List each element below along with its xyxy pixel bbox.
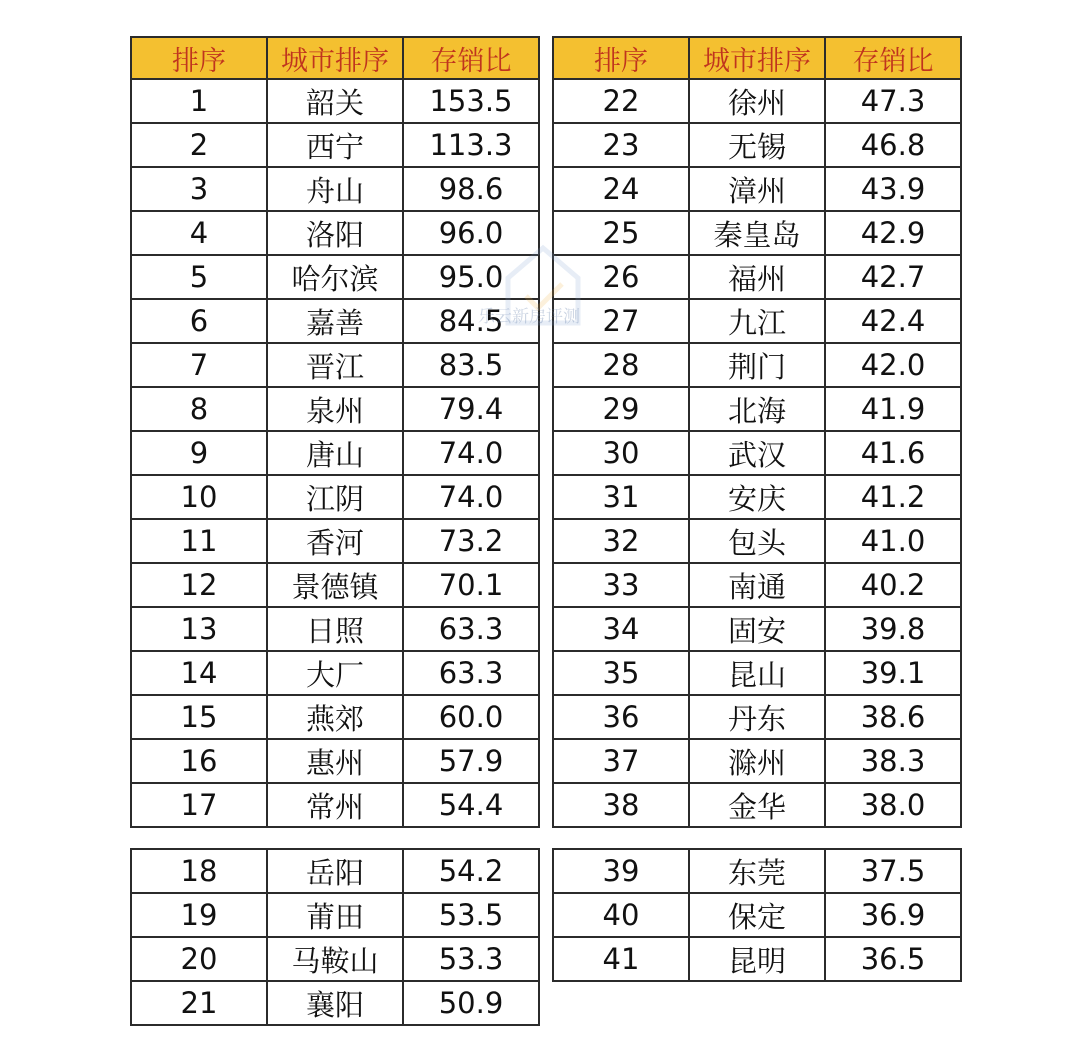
table-row — [131, 695, 539, 739]
ratio-cell: 41.0 — [825, 519, 961, 563]
header-row — [131, 37, 539, 79]
header-ratio: 存销比 — [403, 37, 539, 79]
rank-cell: 22 — [553, 79, 689, 123]
watermark-text: 乐云新房评测 — [478, 307, 580, 327]
rank-cell: 41 — [553, 937, 689, 981]
rank-cell: 35 — [553, 651, 689, 695]
city-cell: 秦皇岛 — [689, 211, 825, 255]
table-row — [131, 431, 539, 475]
city-cell: 金华 — [689, 783, 825, 827]
rank-cell: 14 — [131, 651, 267, 695]
rank-cell: 18 — [131, 849, 267, 893]
ranking-table-upper-right — [552, 36, 962, 828]
table-row — [553, 739, 961, 783]
city-cell: 滁州 — [689, 739, 825, 783]
ratio-cell: 43.9 — [825, 167, 961, 211]
ratio-cell: 41.9 — [825, 387, 961, 431]
rank-cell: 27 — [553, 299, 689, 343]
table-row — [553, 519, 961, 563]
rank-cell: 34 — [553, 607, 689, 651]
rank-cell: 19 — [131, 893, 267, 937]
city-cell: 岳阳 — [267, 849, 403, 893]
city-cell: 昆明 — [689, 937, 825, 981]
ratio-cell: 46.8 — [825, 123, 961, 167]
city-cell: 西宁 — [267, 123, 403, 167]
city-cell: 北海 — [689, 387, 825, 431]
city-cell: 洛阳 — [267, 211, 403, 255]
table-row — [131, 79, 539, 123]
table-row — [553, 79, 961, 123]
table-row — [553, 167, 961, 211]
city-cell: 燕郊 — [267, 695, 403, 739]
ratio-cell: 96.0 — [403, 211, 539, 255]
city-cell: 安庆 — [689, 475, 825, 519]
table-row — [553, 211, 961, 255]
ratio-cell: 54.2 — [403, 849, 539, 893]
ratio-cell: 38.6 — [825, 695, 961, 739]
city-cell: 唐山 — [267, 431, 403, 475]
rank-cell: 24 — [553, 167, 689, 211]
rank-cell: 29 — [553, 387, 689, 431]
table-row — [131, 167, 539, 211]
table-row — [131, 981, 539, 1025]
rank-cell: 36 — [553, 695, 689, 739]
table-row — [553, 387, 961, 431]
ranking-table-lower-left — [130, 848, 540, 1026]
ratio-cell: 47.3 — [825, 79, 961, 123]
table-row — [553, 431, 961, 475]
ratio-cell: 57.9 — [403, 739, 539, 783]
header-rank: 排序 — [553, 37, 689, 79]
ratio-cell: 42.9 — [825, 211, 961, 255]
ratio-cell: 79.4 — [403, 387, 539, 431]
city-cell: 常州 — [267, 783, 403, 827]
rank-cell: 40 — [553, 893, 689, 937]
rank-cell: 26 — [553, 255, 689, 299]
rank-cell: 4 — [131, 211, 267, 255]
ratio-cell: 95.0 — [403, 255, 539, 299]
header-row — [553, 37, 961, 79]
city-cell: 莆田 — [267, 893, 403, 937]
header-rank: 排序 — [131, 37, 267, 79]
city-cell: 东莞 — [689, 849, 825, 893]
rank-cell: 23 — [553, 123, 689, 167]
rank-cell: 20 — [131, 937, 267, 981]
table-row — [131, 387, 539, 431]
ratio-cell: 36.5 — [825, 937, 961, 981]
city-cell: 丹东 — [689, 695, 825, 739]
ratio-cell: 36.9 — [825, 893, 961, 937]
table-row — [131, 563, 539, 607]
ratio-cell: 42.7 — [825, 255, 961, 299]
rank-cell: 7 — [131, 343, 267, 387]
table-row — [553, 299, 961, 343]
table-row — [131, 123, 539, 167]
ratio-cell: 41.6 — [825, 431, 961, 475]
rank-cell: 11 — [131, 519, 267, 563]
ratio-cell: 70.1 — [403, 563, 539, 607]
rank-cell: 2 — [131, 123, 267, 167]
table-row — [553, 783, 961, 827]
header-city: 城市排序 — [689, 37, 825, 79]
city-cell: 福州 — [689, 255, 825, 299]
city-cell: 马鞍山 — [267, 937, 403, 981]
table-row — [131, 651, 539, 695]
ratio-cell: 73.2 — [403, 519, 539, 563]
city-cell: 舟山 — [267, 167, 403, 211]
rank-cell: 3 — [131, 167, 267, 211]
table-row — [553, 343, 961, 387]
ratio-cell: 153.5 — [403, 79, 539, 123]
ratio-cell: 63.3 — [403, 607, 539, 651]
ratio-cell: 37.5 — [825, 849, 961, 893]
city-cell: 南通 — [689, 563, 825, 607]
rank-cell: 30 — [553, 431, 689, 475]
city-cell: 哈尔滨 — [267, 255, 403, 299]
table-row — [553, 563, 961, 607]
ratio-cell: 98.6 — [403, 167, 539, 211]
ratio-cell: 38.3 — [825, 739, 961, 783]
rank-cell: 38 — [553, 783, 689, 827]
ratio-cell: 39.1 — [825, 651, 961, 695]
ratio-cell: 42.0 — [825, 343, 961, 387]
city-cell: 香河 — [267, 519, 403, 563]
table-row — [131, 343, 539, 387]
rank-cell: 28 — [553, 343, 689, 387]
ranking-table-upper-left — [130, 36, 540, 828]
city-cell: 固安 — [689, 607, 825, 651]
city-cell: 荆门 — [689, 343, 825, 387]
ratio-cell: 53.3 — [403, 937, 539, 981]
table-row — [131, 893, 539, 937]
rank-cell: 21 — [131, 981, 267, 1025]
table-row — [131, 739, 539, 783]
ratio-cell: 74.0 — [403, 475, 539, 519]
table-row — [553, 607, 961, 651]
city-cell: 晋江 — [267, 343, 403, 387]
table-row — [131, 475, 539, 519]
header-ratio: 存销比 — [825, 37, 961, 79]
city-cell: 嘉善 — [267, 299, 403, 343]
ratio-cell: 74.0 — [403, 431, 539, 475]
rank-cell: 8 — [131, 387, 267, 431]
table-row — [553, 123, 961, 167]
ratio-cell: 41.2 — [825, 475, 961, 519]
table-row — [131, 783, 539, 827]
ratio-cell: 83.5 — [403, 343, 539, 387]
table-row — [131, 607, 539, 651]
rank-cell: 15 — [131, 695, 267, 739]
city-cell: 韶关 — [267, 79, 403, 123]
table-row — [553, 937, 961, 981]
rank-cell: 39 — [553, 849, 689, 893]
rank-cell: 31 — [553, 475, 689, 519]
ratio-cell: 113.3 — [403, 123, 539, 167]
ratio-cell: 38.0 — [825, 783, 961, 827]
ratio-cell: 42.4 — [825, 299, 961, 343]
ratio-cell: 39.8 — [825, 607, 961, 651]
ratio-cell: 53.5 — [403, 893, 539, 937]
table-row — [131, 849, 539, 893]
ratio-cell: 63.3 — [403, 651, 539, 695]
rank-cell: 25 — [553, 211, 689, 255]
city-cell: 九江 — [689, 299, 825, 343]
table-row — [553, 475, 961, 519]
rank-cell: 5 — [131, 255, 267, 299]
rank-cell: 37 — [553, 739, 689, 783]
city-cell: 包头 — [689, 519, 825, 563]
table-row — [131, 519, 539, 563]
city-cell: 昆山 — [689, 651, 825, 695]
city-cell: 江阴 — [267, 475, 403, 519]
header-city: 城市排序 — [267, 37, 403, 79]
table-row — [553, 651, 961, 695]
rank-cell: 12 — [131, 563, 267, 607]
city-cell: 保定 — [689, 893, 825, 937]
city-cell: 大厂 — [267, 651, 403, 695]
ratio-cell: 60.0 — [403, 695, 539, 739]
city-cell: 泉州 — [267, 387, 403, 431]
rank-cell: 13 — [131, 607, 267, 651]
ratio-cell: 84.5 — [403, 299, 539, 343]
rank-cell: 33 — [553, 563, 689, 607]
city-cell: 徐州 — [689, 79, 825, 123]
city-cell: 武汉 — [689, 431, 825, 475]
ratio-cell: 40.2 — [825, 563, 961, 607]
rank-cell: 6 — [131, 299, 267, 343]
ranking-table-lower-right — [552, 848, 962, 982]
city-cell: 惠州 — [267, 739, 403, 783]
table-row — [553, 893, 961, 937]
table-row — [553, 849, 961, 893]
city-cell: 日照 — [267, 607, 403, 651]
ratio-cell: 54.4 — [403, 783, 539, 827]
rank-cell: 16 — [131, 739, 267, 783]
table-row — [131, 937, 539, 981]
city-cell: 无锡 — [689, 123, 825, 167]
rank-cell: 1 — [131, 79, 267, 123]
table-row — [553, 695, 961, 739]
table-row — [553, 255, 961, 299]
rank-cell: 32 — [553, 519, 689, 563]
rank-cell: 17 — [131, 783, 267, 827]
city-cell: 景德镇 — [267, 563, 403, 607]
ratio-cell: 50.9 — [403, 981, 539, 1025]
rank-cell: 10 — [131, 475, 267, 519]
city-cell: 襄阳 — [267, 981, 403, 1025]
rank-cell: 9 — [131, 431, 267, 475]
city-cell: 漳州 — [689, 167, 825, 211]
